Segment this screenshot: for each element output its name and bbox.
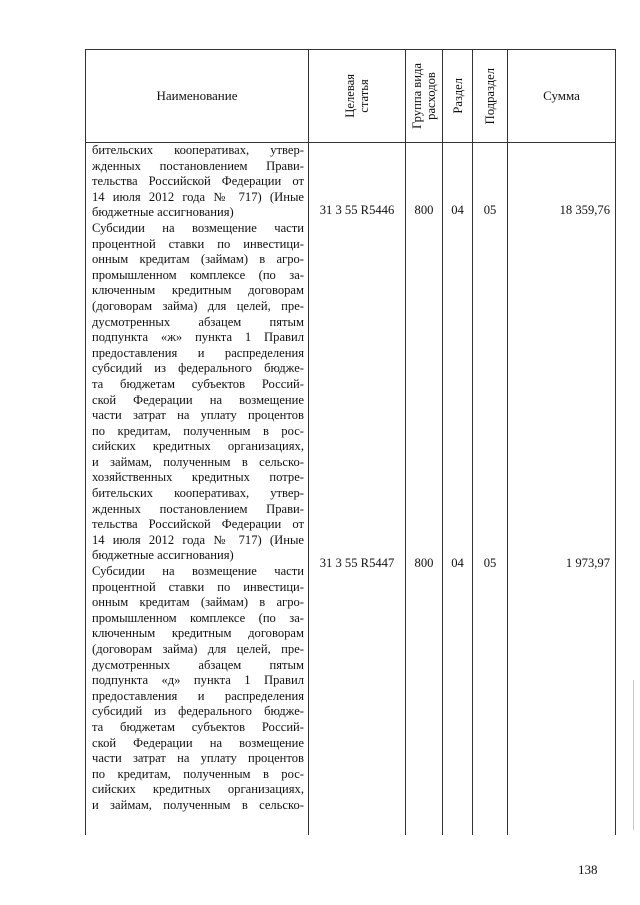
row2-group: 800 — [414, 556, 434, 570]
row2-section: 04 — [451, 556, 464, 570]
name-line: (договорам займа) для целей, пре- — [92, 298, 304, 313]
name-line: и займам, полученным в сельско- — [92, 454, 304, 469]
name-line: дусмотренных абзацем пятым — [92, 657, 304, 672]
row2-subsection: 05 — [483, 556, 497, 570]
name-line: субсидий из федерального бюдже- — [92, 361, 304, 376]
header-group — [406, 50, 443, 143]
name-text — [86, 143, 308, 814]
name-line: онным кредитам (займам) в агро- — [92, 595, 304, 610]
header-sum — [508, 50, 616, 143]
name-line: субсидий из федерального бюдже- — [92, 704, 304, 719]
name-line: бительских кооперативах, утвер- — [92, 143, 304, 157]
name-line: тельства Российской Федерации от — [92, 517, 304, 532]
name-cell — [86, 143, 309, 836]
name-line: жденных постановлением Прави- — [92, 158, 304, 173]
name-line: ской Федерации на возмещение — [92, 392, 304, 407]
name-line: бюджетные ассигнования) — [92, 548, 234, 563]
name-line: (договорам займа) для целей, пре- — [92, 642, 304, 656]
row1-section: 04 — [451, 203, 464, 217]
header-target — [309, 50, 406, 143]
name-line: промышленном комплексе (по за- — [92, 610, 304, 625]
row1-subsection: 05 — [483, 203, 497, 217]
row1-group: 800 — [414, 203, 434, 217]
name-line: жденных постановлением Прави- — [92, 501, 304, 516]
name-line: тельства Российской Федерации от — [92, 174, 304, 189]
name-line: части затрат на уплату процентов — [92, 751, 304, 766]
name-line: и займам, полученным в сельско- — [92, 797, 304, 812]
section-cell — [443, 143, 473, 836]
header-subsection-label: Подраздел — [483, 67, 497, 125]
name-line: по кредитам, полученным в рос- — [92, 423, 304, 438]
row1-target: 31 3 55 R5446 — [319, 203, 395, 217]
name-line: подпункта «ж» пункта 1 Правил — [92, 330, 304, 345]
name-line: Субсидии на возмещение части — [92, 220, 304, 235]
table-row — [86, 143, 616, 836]
header-subsection — [473, 50, 508, 143]
group-cell — [406, 143, 443, 836]
name-line: по кредитам, полученным в рос- — [92, 766, 304, 781]
page-number: 138 — [578, 862, 598, 877]
name-line: промышленном комплексе (по за- — [92, 267, 304, 282]
row2-sum: 1 973,97 — [565, 556, 610, 570]
name-line: Субсидии на возмещение части — [92, 564, 304, 579]
header-section — [443, 50, 473, 143]
name-line: предоставления и распределения — [92, 688, 304, 703]
header-name-label: Наименование — [156, 88, 238, 104]
name-line: хозяйственных кредитных потре- — [92, 470, 304, 485]
row1-sum: 18 359,76 — [559, 203, 610, 217]
header-sum-label: Сумма — [543, 88, 580, 104]
sum-cell — [508, 143, 616, 836]
name-line: дусмотренных абзацем пятым — [92, 314, 304, 329]
name-line: сийских кредитных организациях, — [92, 782, 304, 797]
row2-target: 31 3 55 R5447 — [319, 556, 395, 570]
name-line: 14 июля 2012 года № 717) (Иные — [92, 532, 304, 547]
name-line: 14 июля 2012 года № 717) (Иные — [92, 189, 304, 204]
name-line: та бюджетам субъектов Россий- — [92, 719, 304, 734]
name-line: ключенным кредитным договорам — [92, 283, 304, 298]
name-line: онным кредитам (займам) в агро- — [92, 252, 304, 267]
name-line: подпункта «д» пункта 1 Правил — [92, 673, 304, 688]
name-line: сийских кредитных организациях, — [92, 439, 304, 454]
name-line: бюджетные ассигнования) — [92, 205, 234, 220]
name-line: ключенным кредитным договорам — [92, 626, 304, 641]
header-group-label: Группа вида расходов — [410, 63, 438, 129]
margin-line — [633, 680, 634, 830]
header-target-label: Целевая статья — [343, 74, 371, 118]
header-name — [86, 50, 309, 143]
name-line: та бюджетам субъектов Россий- — [92, 376, 304, 391]
name-line: процентной ставки по инвестици- — [92, 236, 304, 251]
name-line: процентной ставки по инвестици- — [92, 579, 304, 594]
name-line: части затрат на уплату процентов — [92, 408, 304, 423]
table-header — [86, 50, 616, 143]
subsection-cell — [473, 143, 508, 836]
header-section-label: Раздел — [450, 78, 465, 114]
budget-table — [85, 49, 616, 835]
target-cell — [309, 143, 406, 836]
name-line: бительских кооперативах, утвер- — [92, 486, 304, 501]
name-line: предоставления и распределения — [92, 345, 304, 360]
name-line: ской Федерации на возмещение — [92, 735, 304, 750]
